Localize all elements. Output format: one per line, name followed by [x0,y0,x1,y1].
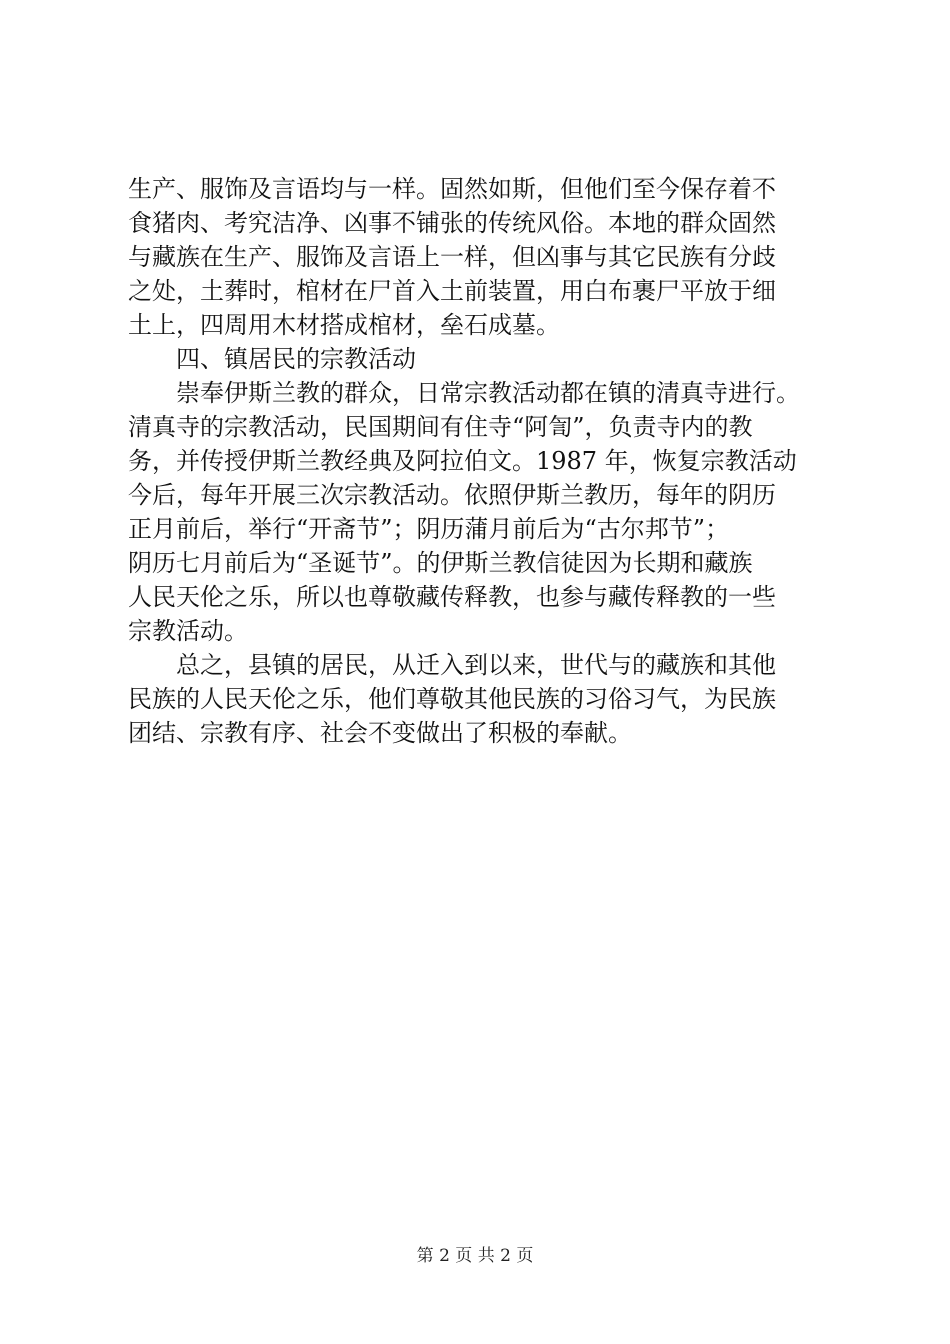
text-line: 宗教活动。 [128,617,248,645]
text-line: 阴历七月前后为“圣诞节”。的伊斯兰教信徒因为长期和藏族 [128,549,753,577]
page-number: 第 2 页 共 2 页 [416,1246,534,1266]
section-heading: 四、镇居民的宗教活动 [128,345,416,373]
text-line: 总之，县镇的居民，从迁入到以来，世代与的藏族和其他 [128,651,776,679]
text-line: 清真寺的宗教活动，民国期间有住寺“阿訇”，负责寺内的教 [128,413,753,441]
text-line: 之处，土葬时，棺材在尸首入土前装置，用白布裹尸平放于细 [128,277,776,305]
text-line: 生产、服饰及言语均与一样。固然如斯，但他们至今保存着不 [128,175,776,203]
text-line: 人民天伦之乐，所以也尊敬藏传释教，也参与藏传释教的一些 [128,583,776,611]
text-line: 团结、宗教有序、社会不变做出了积极的奉献。 [128,719,632,747]
text-line: 崇奉伊斯兰教的群众，日常宗教活动都在镇的清真寺进行。 [128,379,800,407]
page-footer [0,1244,950,1268]
text-line: 务，并传授伊斯兰教经典及阿拉伯文。1987 年，恢复宗教活动 [128,447,797,475]
text-line: 今后，每年开展三次宗教活动。依照伊斯兰教历，每年的阴历 [128,481,776,509]
text-line: 土上，四周用木材搭成棺材，垒石成墓。 [128,311,560,339]
text-line: 与藏族在生产、服饰及言语上一样，但凶事与其它民族有分歧 [128,243,776,271]
text-line: 正月前后，举行“开斋节”；阴历蒲月前后为“古尔邦节”； [128,515,730,543]
text-line: 食猪肉、考究洁净、凶事不铺张的传统风俗。本地的群众固然 [128,209,776,237]
body-text [128,172,834,750]
text-line: 民族的人民天伦之乐，他们尊敬其他民族的习俗习气，为民族 [128,685,776,713]
